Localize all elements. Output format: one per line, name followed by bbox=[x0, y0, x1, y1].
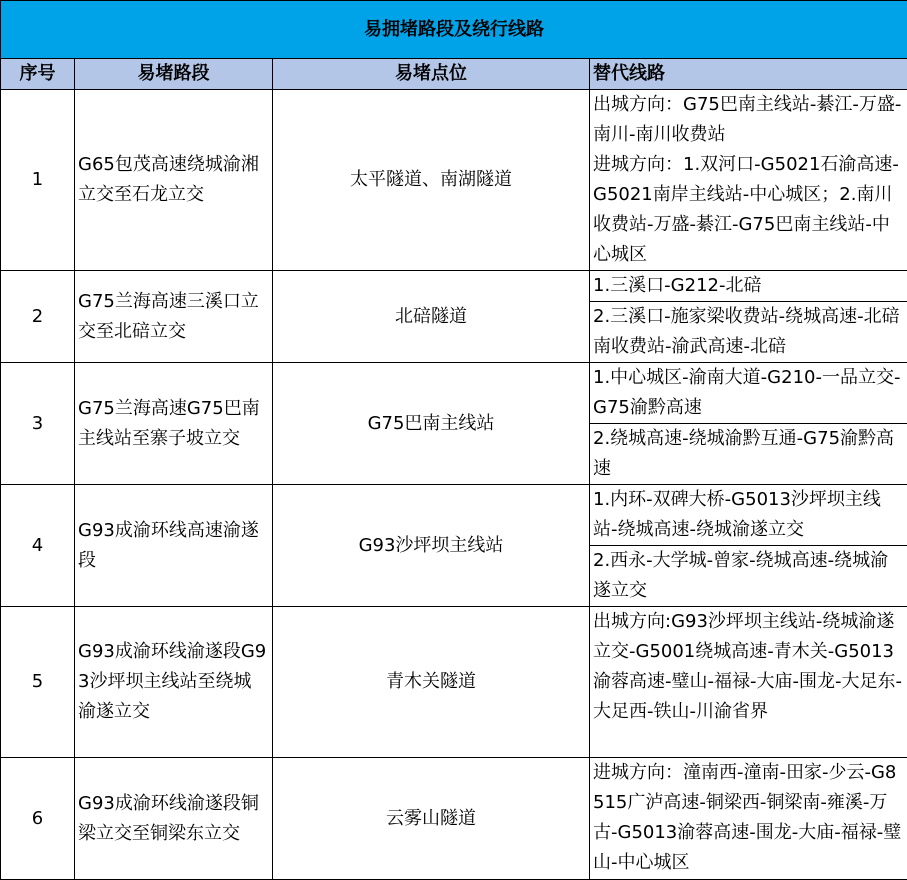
header-row bbox=[1, 59, 907, 90]
row-spot: 太平隧道、南湖隧道 bbox=[273, 90, 590, 271]
row-spot: G93沙坪坝主线站 bbox=[273, 485, 590, 607]
alt-route: 出城方向：G75巴南主线站-綦江-万盛-南川-南川收费站 bbox=[590, 90, 907, 150]
header-alt: 替代线路 bbox=[590, 59, 907, 90]
table-row bbox=[1, 90, 907, 271]
alt-route: 1.内环-双碑大桥-G5013沙坪坝主线站-绕城高速-绕城渝遂立交 bbox=[590, 485, 907, 545]
table-row bbox=[1, 607, 907, 758]
row-spot: 云雾山隧道 bbox=[273, 758, 590, 880]
row-road: G65包茂高速绕城渝湘立交至石龙立交 bbox=[75, 90, 273, 271]
row-alt bbox=[590, 363, 907, 485]
alt-route: 进城方向：潼南西-潼南-田家-少云-G8515广泸高速-铜梁西-铜梁南-雍溪-万古-G5013渝蓉高速-围龙-大庙-福禄-璧山-中心城区 bbox=[590, 758, 907, 878]
table-row bbox=[1, 485, 907, 607]
row-alt bbox=[590, 90, 907, 271]
alt-route: 2.三溪口-施家梁收费站-绕城高速-北碚南收费站-渝武高速-北碚 bbox=[590, 301, 907, 362]
alt-route: 进城方向：1.双河口-G5021石渝高速-G5021南岸主线站-中心城区；2.南川收费站-万盛-綦江-G75巴南主线站-中心城区 bbox=[590, 150, 907, 270]
row-spot: G75巴南主线站 bbox=[273, 363, 590, 485]
alt-route: 2.绕城高速-绕城渝黔互通-G75渝黔高速 bbox=[590, 423, 907, 484]
row-alt bbox=[590, 758, 907, 880]
header-seq: 序号 bbox=[1, 59, 75, 90]
row-alt bbox=[590, 485, 907, 607]
row-seq: 2 bbox=[1, 271, 75, 363]
row-alt bbox=[590, 271, 907, 363]
header-road: 易堵路段 bbox=[75, 59, 273, 90]
alt-route: 1.三溪口-G212-北碚 bbox=[590, 271, 907, 301]
table-row bbox=[1, 758, 907, 880]
table-row bbox=[1, 363, 907, 485]
row-road: G75兰海高速三溪口立交至北碚立交 bbox=[75, 271, 273, 363]
row-seq: 6 bbox=[1, 758, 75, 880]
header-spot: 易堵点位 bbox=[273, 59, 590, 90]
row-seq: 3 bbox=[1, 363, 75, 485]
table-title: 易拥堵路段及绕行线路 bbox=[1, 1, 907, 59]
alt-route: 2.西永-大学城-曾家-绕城高速-绕城渝遂立交 bbox=[590, 545, 907, 606]
row-spot: 青木关隧道 bbox=[273, 607, 590, 758]
table-row bbox=[1, 271, 907, 363]
alt-route: 1.中心城区-渝南大道-G210-一品立交-G75渝黔高速 bbox=[590, 363, 907, 423]
row-road: G75兰海高速G75巴南主线站至寨子坡立交 bbox=[75, 363, 273, 485]
row-alt bbox=[590, 607, 907, 758]
row-road: G93成渝环线高速渝遂段 bbox=[75, 485, 273, 607]
row-seq: 4 bbox=[1, 485, 75, 607]
row-road: G93成渝环线渝遂段铜梁立交至铜梁东立交 bbox=[75, 758, 273, 880]
alt-route: 出城方向:G93沙坪坝主线站-绕城渝遂立交-G5001绕城高速-青木关-G5013渝蓉高速-璧山-福禄-大庙-围龙-大足东-大足西-铁山-川渝省界 bbox=[590, 607, 907, 727]
row-seq: 1 bbox=[1, 90, 75, 271]
row-road: G93成渝环线渝遂段G93沙坪坝主线站至绕城渝遂立交 bbox=[75, 607, 273, 758]
row-seq: 5 bbox=[1, 607, 75, 758]
row-spot: 北碚隧道 bbox=[273, 271, 590, 363]
